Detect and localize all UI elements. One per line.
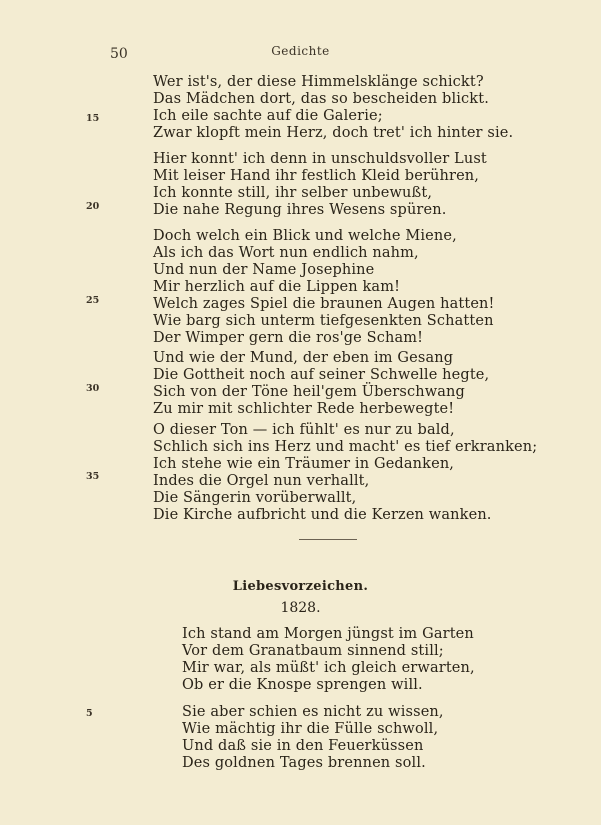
line-number: 30 — [86, 383, 100, 394]
running-head: Gedichte — [271, 44, 330, 58]
verse-line: Ich eile sachte auf die Galerie; — [153, 108, 383, 124]
verse-line: Die Sängerin vorüberwallt, — [153, 490, 357, 506]
poem-stanza — [153, 422, 537, 524]
verse-line: Wie barg sich unterm tiefgesenkten Schatten — [153, 313, 494, 329]
verse-line: Doch welch ein Blick und welche Miene, — [153, 228, 457, 244]
verse-line: Ich stehe wie ein Träumer in Gedanken, — [153, 456, 455, 472]
verse-line: Mir herzlich auf die Lippen kam! — [153, 279, 401, 295]
verse-line: Die Gottheit noch auf seiner Schwelle hegte, — [153, 367, 490, 383]
verse-line: Und nun der Name Josephine — [153, 262, 375, 278]
verse-line: Sich von der Töne heil'gem Überschwang — [153, 384, 465, 400]
verse-line: Ob er die Knospe sprengen will. — [182, 677, 423, 693]
verse-line: Schlich sich ins Herz und macht' es tief erkranken; — [153, 439, 538, 455]
verse-line: O dieser Ton — ich fühlt' es nur zu bald, — [153, 422, 455, 438]
line-number: 20 — [86, 201, 100, 212]
verse-line: Und daß sie in den Feuerküssen — [182, 738, 424, 754]
line-number: 25 — [86, 295, 100, 306]
poem-year: 1828. — [280, 600, 321, 616]
verse-line: Mit leiser Hand ihr festlich Kleid berühren, — [153, 168, 480, 184]
verse-line: Als ich das Wort nun endlich nahm, — [153, 245, 419, 261]
line-number: 35 — [86, 471, 100, 482]
poem-title: Liebesvorzeichen. — [232, 579, 369, 594]
verse-line: Hier konnt' ich denn in unschuldsvoller Lust — [153, 151, 487, 167]
verse-line: Ich konnte still, ihr selber unbewußt, — [153, 185, 433, 201]
verse-line: Vor dem Granatbaum sinnend still; — [182, 643, 444, 659]
verse-line: Sie aber schien es nicht zu wissen, — [182, 704, 444, 720]
poem-stanza — [182, 626, 475, 694]
poem-stanza — [153, 74, 513, 142]
poem-stanza — [153, 151, 487, 219]
verse-line: Mir war, als müßt' ich gleich erwarten, — [182, 660, 475, 676]
poem-stanza — [153, 350, 489, 418]
verse-line: Die Kirche aufbricht und die Kerzen wanken. — [153, 507, 492, 523]
verse-line: Die nahe Regung ihres Wesens spüren. — [153, 202, 447, 218]
line-number: 15 — [86, 113, 100, 124]
page-number: 50 — [110, 46, 128, 62]
verse-line: Und wie der Mund, der eben im Gesang — [153, 350, 454, 366]
line-number: 5 — [86, 708, 93, 719]
verse-line: Wie mächtig ihr die Fülle schwoll, — [182, 721, 439, 737]
verse-line: Welch zages Spiel die braunen Augen hatten! — [153, 296, 495, 312]
verse-line: Wer ist's, der diese Himmelsklänge schickt? — [153, 74, 484, 90]
poem-stanza — [153, 228, 495, 347]
poem-stanza — [182, 704, 444, 772]
verse-line: Zu mir mit schlichter Rede herbewegte! — [153, 401, 455, 417]
verse-line: Des goldnen Tages brennen soll. — [182, 755, 426, 771]
verse-line: Zwar klopft mein Herz, doch tret' ich hinter sie. — [153, 125, 514, 141]
verse-line: Indes die Orgel nun verhallt, — [153, 473, 370, 489]
verse-line: Der Wimper gern die ros'ge Scham! — [153, 330, 424, 346]
section-divider — [299, 539, 357, 540]
verse-line: Das Mädchen dort, das so bescheiden blickt. — [153, 91, 489, 107]
verse-line: Ich stand am Morgen jüngst im Garten — [182, 626, 474, 642]
